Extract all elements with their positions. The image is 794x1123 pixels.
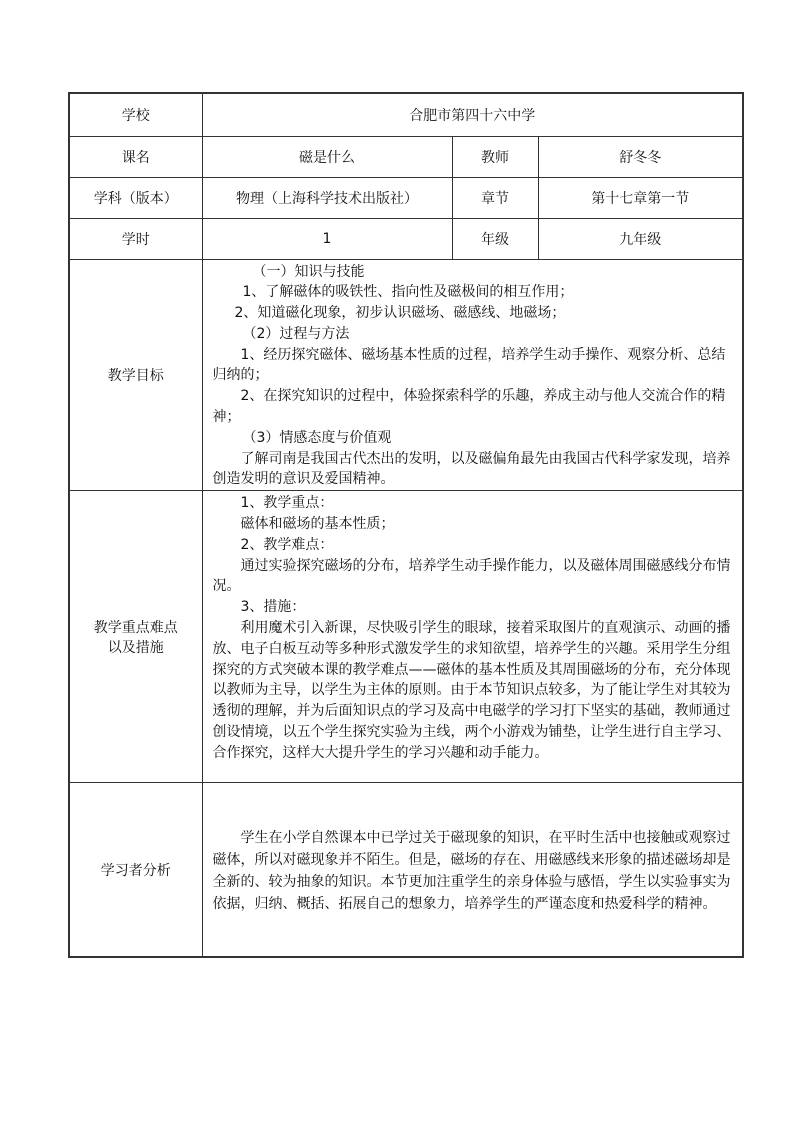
grade-label: 年级 [452,218,538,259]
keypoints-label-line: 以及措施 [107,639,164,656]
keypoints-label [69,491,202,783]
chapter-value: 第十七章第一节 [538,177,743,218]
row-hours [69,218,743,259]
keypoints-line: 利用魔术引入新课，尽快吸引学生的眼球，接着采取图片的直观演示、动画的播放、电子白板互动等多种形式激发学生的求知欲望，培养学生的兴趣。采用学生分组探究的方式突破本课的教学难点——磁体的基本性质及其周围磁场的分布，充分体现以教师为主导，以学生为主体的原则。由于本节知识点较多，为了能让学生对其较为透彻的理解，并为后面知识点的学习及高中电磁学的学习打下坚实的基础，教师通过创设情境，以五个学生探究实验为主线，两个小游戏为铺垫，让学生进行自主学习、合作探究，这样大大提升学生的学习兴趣和动手能力。 [212,620,731,761]
objectives-line: 了解司南是我国古代杰出的发明，以及磁偏角最先由我国古代科学家发现，培养创造发明的意识及爱国精神。 [212,450,731,488]
keypoints-line: 1、教学重点： [240,495,334,512]
subject-value: 物理（上海科学技术出版社） [202,177,452,218]
objectives-line: 1、经历探究磁体、磁场基本性质的过程，培养学生动手操作、观察分析、总结归纳的； [212,346,726,384]
keypoints-line: 通过实验探究磁场的分布，培养学生动手操作能力，以及磁体周围磁感线分布情况。 [212,557,731,595]
learner-content [202,783,743,957]
objectives-line: 1、了解磁体的吸铁性、指向性及磁极间的相互作用； [242,284,574,301]
objectives-line: （3）情感态度与价值观 [242,429,392,446]
keypoints-label-line: 教学重点难点 [93,619,178,636]
keypoints-line: 2、教学难点： [240,536,334,553]
course-value: 磁是什么 [202,136,452,177]
keypoints-line: 磁体和磁场的基本性质； [240,516,395,533]
course-label: 课名 [69,136,202,177]
lesson-plan-sheet [68,92,742,958]
learner-text: 学生在小学自然课本中已学过关于磁现象的知识，在平时生活中也接触或观察过磁体，所以对磁现象并不陌生。但是，磁场的存在、用磁感线来形象的描述磁场却是全新的、较为抽象的知识。本节更加注重学生的亲身体验与感悟，学生以实验事实为依据，归纳、概括、拓展自己的想象力，培养学生的严谨态度和热爱科学的精神。 [212,829,731,912]
subject-label: 学科（版本） [69,177,202,218]
row-learner [69,783,743,957]
lesson-plan-table [68,92,744,958]
teacher-label: 教师 [452,136,538,177]
objectives-line: 2、知道磁化现象，初步认识磁场、磁感线、地磁场； [234,305,566,322]
objectives-line: （2）过程与方法 [242,325,350,342]
hours-label: 学时 [69,218,202,259]
school-label: 学校 [69,93,202,136]
keypoints-line: 3、措施： [240,599,306,616]
row-keypoints [69,491,743,783]
learner-label: 学习者分析 [69,783,202,957]
row-course [69,136,743,177]
objectives-line: 2、在探究知识的过程中，体验探索科学的乐趣，养成主动与他人交流合作的精神； [212,388,726,426]
hours-value: 1 [202,218,452,259]
row-subject [69,177,743,218]
school-value: 合肥市第四十六中学 [202,93,743,136]
chapter-label: 章节 [452,177,538,218]
objectives-label: 教学目标 [69,259,202,491]
row-school [69,93,743,136]
row-objectives [69,259,743,491]
objectives-line: （一）知识与技能 [252,263,365,280]
teacher-value: 舒冬冬 [538,136,743,177]
grade-value: 九年级 [538,218,743,259]
keypoints-content [202,491,743,783]
objectives-content [202,259,743,491]
